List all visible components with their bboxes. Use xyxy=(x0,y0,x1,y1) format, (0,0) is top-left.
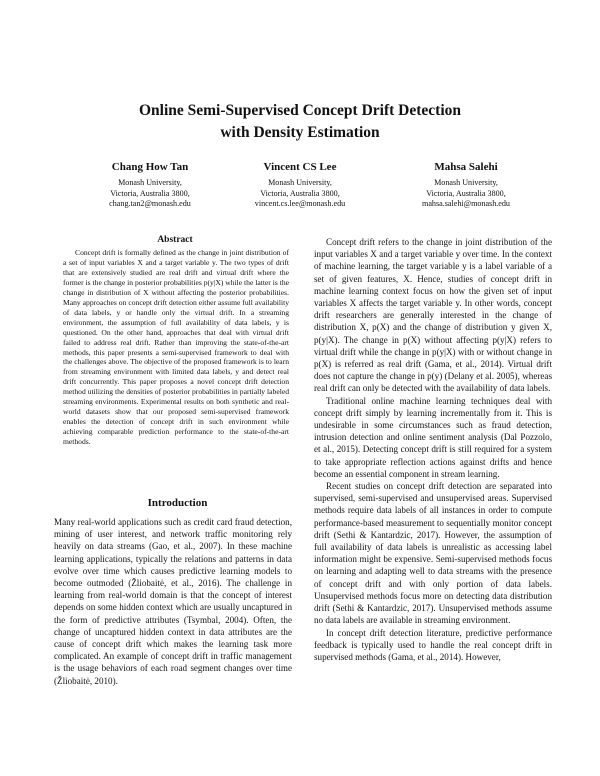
title-line-1: Online Semi-Supervised Concept Drift Detection xyxy=(138,102,462,119)
author-name: Mahsa Salehi xyxy=(434,161,498,173)
right-paragraph-3: Recent studies on concept drift detection are separated into supervised, semi-supervised and unsupervised areas. Supervised methods require data labels of all instances in order to compute performance-based measurement to sequentially monitor concept drift (Sethi & Kantardzic, 2017). However, the assumption of full availability of data labels is unrealistic as accessing label information might be expensive. Semi-supervised methods focus on learning and adapting well to data streams with the presence of concept drift and with only portion of data labels. Unsupervised methods focus more on detecting data distribution drift (Sethi & Kantardzic, 2017). Unsupervised methods assume no data labels are available in streaming environment. xyxy=(314,481,552,626)
abstract-body xyxy=(63,248,289,447)
author-email: vincent.cs.lee@monash.edu xyxy=(254,199,346,209)
author-location: Victoria, Australia 3800, xyxy=(426,188,506,198)
author-affiliation: Monash University, xyxy=(434,178,498,187)
right-paragraph-2: Traditional online machine learning techniques deal with concept drift simply by learning incrementally from it. This is undesirable in some circumstances such as fraud detection, intrusion detection and online sentiment analysis (Dal Pozzolo, et al., 2015). Detecting concept drift is still required for a system to take appropriate reflection actions against drifts and hence become an essential component in stream learning. xyxy=(314,395,552,479)
introduction-body xyxy=(54,516,292,687)
right-paragraph-4: In concept drift detection literature, predictive performance feedback is typically used to handle the real concept drift in supervised methods (Gama, et al., 2014). However, xyxy=(314,627,552,662)
author-name: Vincent CS Lee xyxy=(263,161,337,173)
abstract-heading: Abstract xyxy=(157,235,193,245)
introduction-heading: Introduction xyxy=(147,497,208,509)
author-email: mahsa.salehi@monash.edu xyxy=(422,199,510,209)
author-location: Victoria, Australia 3800, xyxy=(110,188,190,198)
title-line-2: with Density Estimation xyxy=(220,124,380,141)
author-affiliation: Monash University, xyxy=(118,178,182,187)
right-column xyxy=(314,236,552,663)
right-paragraph-1: Concept drift refers to the change in joint distribution of the input variables X and a target variable y over time. In the context of machine learning, the target variable y is a label variable of a set of given features, X. Hence, studies of concept drift in machine learning context focus on how the given set of input variables X affects the target variable y. In other words, concept drift researchers are generally interested in the change of distribution X, p(X) and the change of distribution y given X, p(y|X). The change in p(X) without affecting p(y|X) refers to virtual drift while the change in p(y|X) with or without change in p(X) is referred as real drift (Gama, et al., 2014). Virtual drift does not capture the change in p(y) (Delany et al. 2005), whereas real drift can only be detected with the availability of data labels. xyxy=(314,237,552,394)
author-affiliation: Monash University, xyxy=(268,178,332,187)
paper-title xyxy=(0,100,600,144)
author-name: Chang How Tan xyxy=(111,161,189,173)
abstract-text: Concept drift is formally defined as the change in joint distribution of a set of input variables X and a target variable y. The two types of drift that are extensively studied are real drift and virtual drift where the former is the change in posterior probabilities p(y|X) while the latter is the change in distribution of X without affecting the posterior probabilities. Many approaches on concept drift detection either assume full availability of data labels, y or handle only the virtual drift. In a streaming environment, the assumption of full availability of data labels, y is questioned. On the other hand, approaches that deal with virtual drift failed to address real drift. Rather than improving the state-of-the-art methods, this paper presents a semi-supervised framework to deal with the challenges above. The objective of the proposed framework is to learn from streaming environment with limited data labels, y and detect real drift concurrently. This paper proposes a novel concept drift detection method utilizing the densities of posterior probabilities in partially labeled streaming environments. Experimental results on both synthetic and real-world datasets show that our proposed semi-supervised framework enables the detection of concept drift in such environment while achieving comparable prediction performance to the state-of-the-art methods. xyxy=(63,248,289,447)
author-location: Victoria, Australia 3800, xyxy=(260,188,340,198)
author-2 xyxy=(210,160,390,210)
author-email: chang.tan2@monash.edu xyxy=(109,199,191,209)
author-3 xyxy=(376,160,556,210)
introduction-paragraph: Many real-world applications such as credit card fraud detection, mining of user interest, and network traffic monitoring rely heavily on data streams (Gao, et al., 2007). In these machine learning applications, typically the relations and patterns in data evolve over time which causes predictive learning models to become outmoded (Žliobaitė, et al., 2016). The challenge in learning from real-world domain is that the concept of interest depends on some hidden context which are usually uncaptured in the form of predictive attributes (Tsymbal, 2004). Often, the change of uncaptured hidden context in data attributes are the cause of concept drift which makes the learning task more complicated. An example of concept drift in traffic management is the usage behaviors of each road segment changes over time (Žliobaitė, 2010). xyxy=(54,517,292,686)
